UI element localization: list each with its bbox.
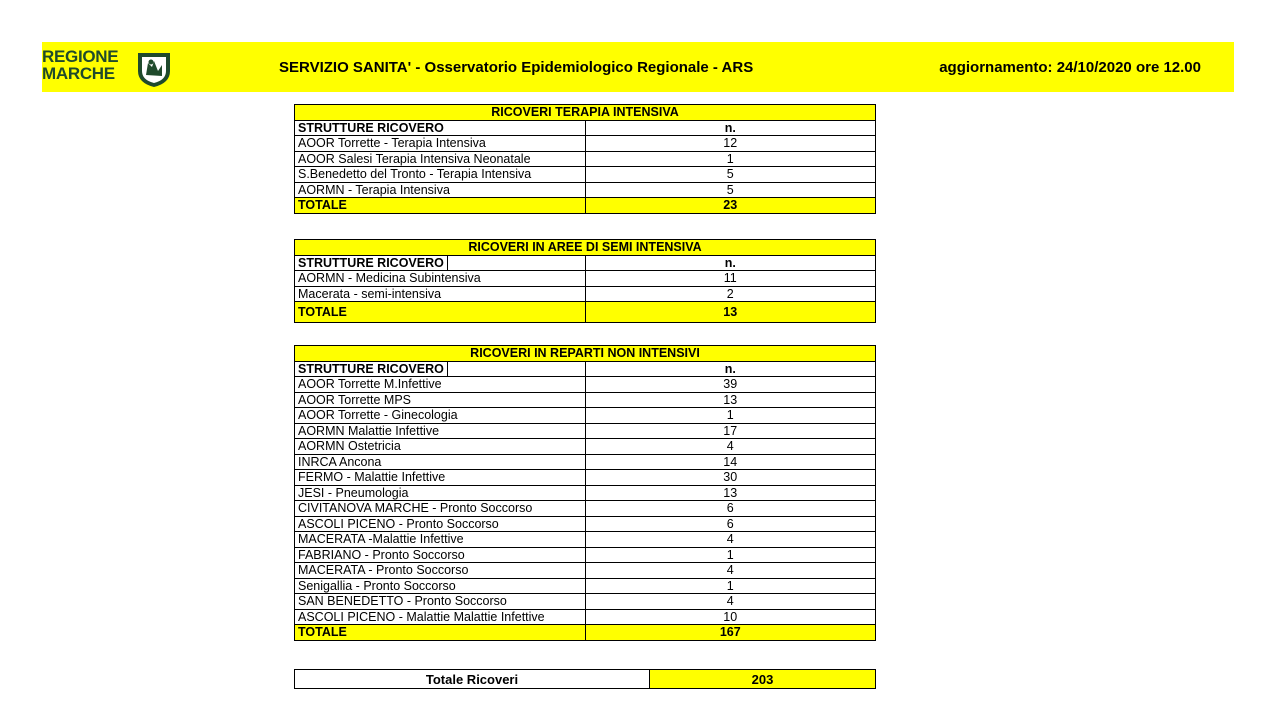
column-header-count: n. (585, 120, 876, 136)
total-value: 23 (585, 198, 876, 214)
patient-count: 1 (585, 151, 876, 167)
table-title: RICOVERI IN REPARTI NON INTENSIVI (295, 346, 876, 362)
column-header-structures: STRUTTURE RICOVERO (295, 120, 586, 136)
structure-name: MACERATA -Malattie Infettive (295, 532, 586, 548)
grand-total-value: 203 (650, 670, 876, 689)
structure-name: AORMN Ostetricia (295, 439, 586, 455)
structure-name: AOOR Torrette M.Infettive (295, 377, 586, 393)
table-row (295, 167, 876, 183)
patient-count: 14 (585, 454, 876, 470)
total-row (295, 302, 876, 323)
total-row (295, 625, 876, 641)
structure-name: Macerata - semi-intensiva (295, 286, 586, 302)
table-row (295, 454, 876, 470)
table-row (295, 578, 876, 594)
table-title-row (295, 105, 876, 121)
grand-total-table (294, 669, 876, 689)
patient-count: 4 (585, 563, 876, 579)
patient-count: 12 (585, 136, 876, 152)
regione-marche-emblem-icon (134, 49, 174, 89)
table-row (295, 151, 876, 167)
structure-name: AOOR Torrette MPS (295, 392, 586, 408)
total-row (295, 198, 876, 214)
column-header-structures: STRUTTURE RICOVERO (298, 362, 448, 376)
logo-line-2: MARCHE (42, 64, 115, 83)
structure-name: AORMN Malattie Infettive (295, 423, 586, 439)
table-title-row (295, 240, 876, 256)
patient-count: 13 (585, 392, 876, 408)
logo-line-1: REGIONE (42, 47, 119, 66)
patient-count: 2 (585, 286, 876, 302)
patient-count: 30 (585, 470, 876, 486)
structure-name: FERMO - Malattie Infettive (295, 470, 586, 486)
structure-name: AORMN - Terapia Intensiva (295, 182, 586, 198)
column-header-count: n. (585, 255, 876, 271)
column-header-structures-cell (295, 255, 586, 271)
total-value: 13 (585, 302, 876, 323)
structure-name: FABRIANO - Pronto Soccorso (295, 547, 586, 563)
structure-name: JESI - Pneumologia (295, 485, 586, 501)
table-row (295, 423, 876, 439)
structure-name: S.Benedetto del Tronto - Terapia Intensiva (295, 167, 586, 183)
table-row (295, 594, 876, 610)
page-title: SERVIZIO SANITA' - Osservatorio Epidemiologico Regionale - ARS (279, 59, 754, 76)
table-semi-intensiva (294, 239, 876, 323)
table-row (295, 136, 876, 152)
table-row (295, 408, 876, 424)
update-timestamp: aggiornamento: 24/10/2020 ore 12.00 (939, 59, 1201, 76)
table-row (295, 532, 876, 548)
table-row (295, 563, 876, 579)
structure-name: ASCOLI PICENO - Malattie Malattie Infettive (295, 609, 586, 625)
patient-count: 4 (585, 532, 876, 548)
patient-count: 17 (585, 423, 876, 439)
table-row (295, 271, 876, 287)
patient-count: 4 (585, 439, 876, 455)
patient-count: 5 (585, 167, 876, 183)
table-row (295, 501, 876, 517)
patient-count: 6 (585, 501, 876, 517)
patient-count: 4 (585, 594, 876, 610)
table-row (295, 377, 876, 393)
patient-count: 5 (585, 182, 876, 198)
column-header-structures-cell (295, 361, 586, 377)
total-value: 167 (585, 625, 876, 641)
table-title-row (295, 346, 876, 362)
total-label: TOTALE (295, 302, 586, 323)
structure-name: ASCOLI PICENO - Pronto Soccorso (295, 516, 586, 532)
table-terapia-intensiva (294, 104, 876, 214)
table-row (295, 516, 876, 532)
logo-text (42, 48, 118, 82)
patient-count: 39 (585, 377, 876, 393)
total-label: TOTALE (295, 198, 586, 214)
table-row (295, 286, 876, 302)
table-row (295, 439, 876, 455)
structure-name: AORMN - Medicina Subintensiva (295, 271, 586, 287)
table-row (295, 470, 876, 486)
table-title: RICOVERI IN AREE DI SEMI INTENSIVA (295, 240, 876, 256)
patient-count: 10 (585, 609, 876, 625)
patient-count: 1 (585, 578, 876, 594)
table-row (295, 609, 876, 625)
patient-count: 11 (585, 271, 876, 287)
table-row (295, 182, 876, 198)
patient-count: 1 (585, 547, 876, 563)
total-label: TOTALE (295, 625, 586, 641)
structure-name: Senigallia - Pronto Soccorso (295, 578, 586, 594)
structure-name: AOOR Torrette - Terapia Intensiva (295, 136, 586, 152)
grand-total-label: Totale Ricoveri (295, 670, 650, 689)
table-row (295, 392, 876, 408)
table-row (295, 547, 876, 563)
structure-name: AOOR Salesi Terapia Intensiva Neonatale (295, 151, 586, 167)
structure-name: AOOR Torrette - Ginecologia (295, 408, 586, 424)
table-header-row (295, 120, 876, 136)
table-title: RICOVERI TERAPIA INTENSIVA (295, 105, 876, 121)
structure-name: SAN BENEDETTO - Pronto Soccorso (295, 594, 586, 610)
patient-count: 13 (585, 485, 876, 501)
patient-count: 6 (585, 516, 876, 532)
column-header-structures: STRUTTURE RICOVERO (298, 256, 448, 270)
table-header-row (295, 361, 876, 377)
patient-count: 1 (585, 408, 876, 424)
regione-marche-logo (42, 46, 182, 90)
header-band (42, 42, 1234, 92)
column-header-count: n. (585, 361, 876, 377)
structure-name: INRCA Ancona (295, 454, 586, 470)
table-header-row (295, 255, 876, 271)
table-row (295, 485, 876, 501)
structure-name: CIVITANOVA MARCHE - Pronto Soccorso (295, 501, 586, 517)
table-non-intensivi (294, 345, 876, 641)
structure-name: MACERATA - Pronto Soccorso (295, 563, 586, 579)
grand-total-row (295, 670, 876, 689)
